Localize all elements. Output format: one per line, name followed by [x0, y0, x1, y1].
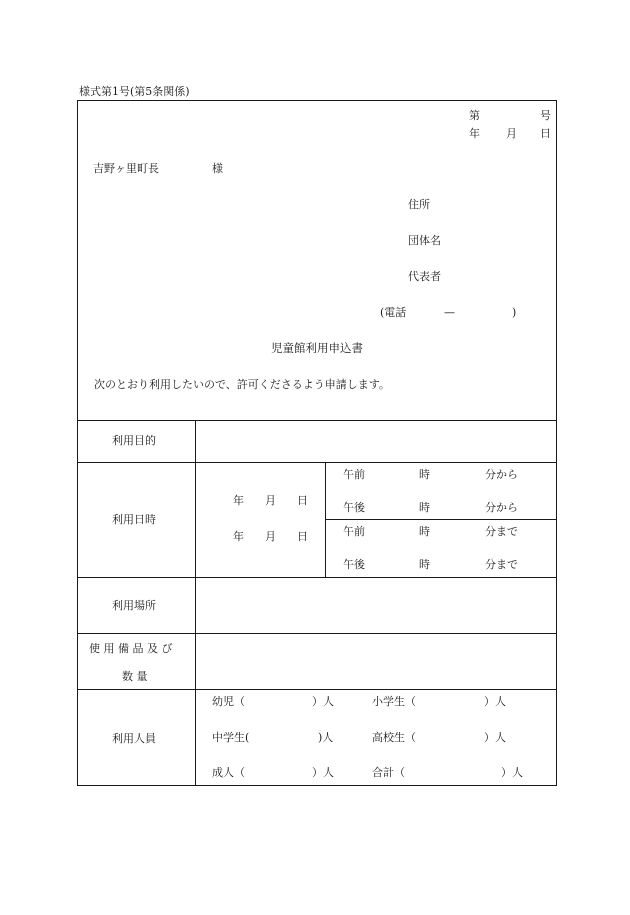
address-label: 住所 [408, 198, 430, 211]
end-date-month: 月 [265, 530, 276, 543]
adult-unit: ）人 [312, 766, 334, 779]
equipment-label-line1: 使 用 備 品 及 び [89, 642, 173, 655]
end-pm-label: 午後 [343, 558, 365, 571]
intro-text: 次のとおり利用したいので、許可くださるよう申請します。 [94, 378, 390, 391]
adult-label: 成人（ [212, 766, 245, 779]
junior-high-label: 中学生( [212, 731, 250, 744]
place-field[interactable] [196, 578, 556, 633]
total-label: 合計（ [372, 766, 405, 779]
phone-dash: — [444, 306, 455, 319]
elementary-label: 小学生（ [372, 695, 416, 708]
doc-number-suffix: 号 [540, 109, 551, 122]
phone-label: (電話 [380, 306, 407, 319]
addressee-name: 吉野ヶ里町長 [93, 162, 159, 175]
place-label: 利用場所 [112, 599, 156, 612]
purpose-field[interactable] [196, 421, 556, 462]
organization-label: 団体名 [408, 234, 441, 247]
issue-date-day: 日 [540, 127, 551, 140]
end-am-label: 午前 [343, 525, 365, 538]
end-am-hour: 時 [419, 525, 430, 538]
issue-date-year: 年 [469, 127, 480, 140]
issue-date-month: 月 [506, 127, 517, 140]
people-label: 利用人員 [112, 732, 156, 745]
end-pm-hour: 時 [419, 558, 430, 571]
elementary-unit: ）人 [484, 695, 506, 708]
start-pm-from: 分から [485, 501, 518, 514]
start-pm-label: 午後 [343, 501, 365, 514]
high-school-unit: ）人 [484, 731, 506, 744]
document-title: 児童館利用申込書 [271, 341, 363, 355]
addressee-honorific: 様 [212, 162, 223, 175]
purpose-label: 利用目的 [112, 434, 156, 447]
representative-label: 代表者 [408, 270, 441, 283]
infant-unit: ）人 [312, 695, 334, 708]
end-pm-until: 分まで [485, 558, 518, 571]
high-school-label: 高校生（ [372, 731, 416, 744]
start-date-day: 日 [297, 494, 308, 507]
start-am-label: 午前 [343, 468, 365, 481]
phone-close: ) [512, 306, 517, 319]
datetime-label: 利用日時 [112, 513, 156, 526]
start-am-from: 分から [485, 468, 518, 481]
end-am-until: 分まで [485, 525, 518, 538]
start-date-month: 月 [265, 494, 276, 507]
total-unit: ）人 [501, 766, 523, 779]
end-date-day: 日 [297, 530, 308, 543]
start-date-year: 年 [233, 494, 244, 507]
junior-high-unit: )人 [318, 731, 334, 744]
doc-number-prefix: 第 [469, 109, 480, 122]
start-am-hour: 時 [419, 468, 430, 481]
end-date-year: 年 [233, 530, 244, 543]
start-pm-hour: 時 [419, 501, 430, 514]
form-number: 様式第1号(第5条関係) [79, 85, 190, 98]
equipment-label-line2: 数 量 [122, 670, 148, 683]
equipment-field[interactable] [196, 634, 556, 689]
infant-label: 幼児（ [212, 695, 245, 708]
